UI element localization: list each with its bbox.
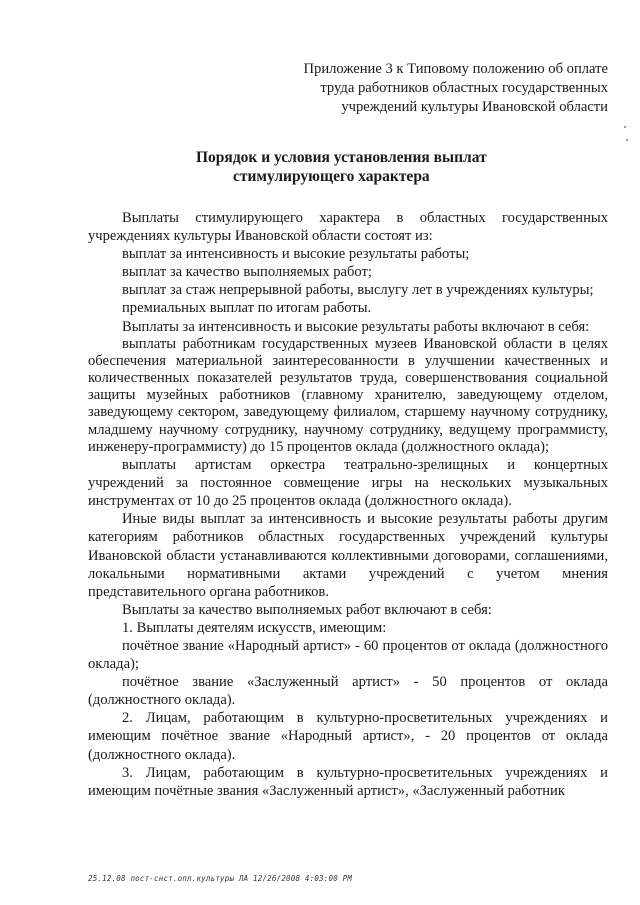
title-line-2: стимулирующего характера xyxy=(233,168,430,185)
paragraph: почётное звание «Заслуженный артист» - 50 процентов от оклада (должностного оклада). xyxy=(88,674,608,709)
paragraph: выплаты артистам оркестра театрально-зрелищных и концертных учреждений за постоянное совмещение игры на нескольких музыкальных инструментах от 10 до 25 процентов оклада (должностного оклада). xyxy=(88,457,608,510)
paragraph: 1. Выплаты деятелям искусств, имеющим: xyxy=(122,619,387,636)
title-line-1: Порядок и условия установления выплат xyxy=(196,149,487,166)
file-path-footer: 25.12.08 пост-снст.опл.культуры ЛА 12/26/2008 4:03:00 PM xyxy=(88,874,353,883)
appendix-line: учреждений культуры Ивановской области xyxy=(341,99,608,115)
paragraph: Выплаты за качество выполняемых работ включают в себя: xyxy=(122,601,492,618)
appendix-line: труда работников областных государственных xyxy=(320,80,608,96)
paragraph: 3. Лицам, работающим в культурно-просветительных учреждениях и имеющим почётные звания «Заслуженный артист», «Заслуженный работник xyxy=(88,764,608,799)
document-body xyxy=(88,209,608,800)
paragraph: Выплаты за интенсивность и высокие результаты работы включают в себя: xyxy=(122,318,590,335)
paragraph: выплат за качество выполняемых работ; xyxy=(122,264,372,281)
paragraph: выплат за интенсивность и высокие результаты работы; xyxy=(122,246,470,263)
appendix-line: Приложение 3 к Типовому положению об оплате xyxy=(303,61,608,77)
paragraph: 2. Лицам, работающим в культурно-просветительных учреждениях и имеющим почётное звание «Народный артист», - 20 процентов от оклада (должностного оклада). xyxy=(88,710,608,763)
paragraph: Иные виды выплат за интенсивность и высокие результаты работы другим категориям работников областных государственных учреждений культуры Ивановской области устанавливаются коллективными договорами, соглашениями, локальными нормативными актами учреждений с учетом мнения представительного органа работников. xyxy=(88,511,608,600)
appendix-header xyxy=(288,60,608,117)
scan-speck xyxy=(626,139,628,141)
paragraph: премиальных выплат по итогам работы. xyxy=(122,300,372,317)
paragraph: Выплаты стимулирующего характера в областных государственных учреждениях культуры Ивановской области состоят из: xyxy=(88,210,608,245)
paragraph: выплат за стаж непрерывной работы, выслугу лет в учреждениях культуры; xyxy=(122,282,594,299)
paragraph: почётное звание «Народный артист» - 60 процентов от оклада (должностного оклада); xyxy=(88,638,608,673)
scan-speck xyxy=(624,126,626,128)
paragraph: выплаты работникам государственных музеев Ивановской области в целях обеспечения материальной заинтересованности в улучшении качественных и количественных показателей результатов труда, совершенствования социальной защиты музейных работников (главному хранителю, заведующему отделом, заведующему сектором, заведующему филиалом, старшему научному сотруднику, младшему научному сотруднику, научному сотруднику, ведущему программисту, инженеру-программисту) до 15 процентов оклада (должностного оклада); xyxy=(88,335,608,455)
